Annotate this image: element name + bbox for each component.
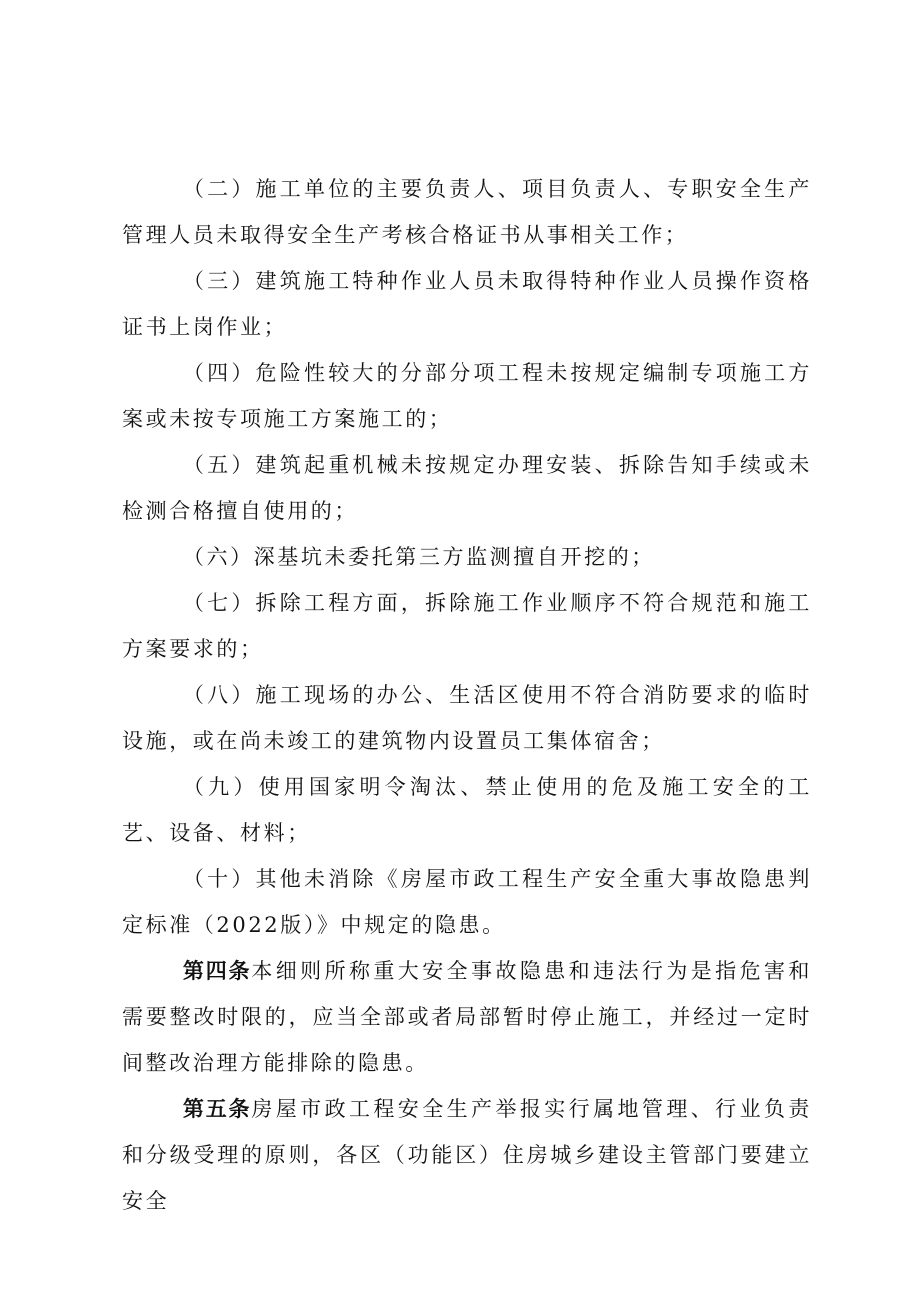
- list-item-4: （四）危险性较大的分部分项工程未按规定编制专项施工方案或未按专项施工方案施工的；: [122, 361, 812, 431]
- article-5-label: 第五条: [182, 1097, 252, 1121]
- list-item-8: （八）施工现场的办公、生活区使用不符合消防要求的临时设施，或在尚未竣工的建筑物内设置员工集体宿舍；: [122, 683, 812, 753]
- article-4-text: 本细则所称重大安全事故隐患和违法行为是指危害和需要整改时限的，应当全部或者局部暂时停止施工，并经过一定时间整改治理方能排除的隐患。: [122, 959, 812, 1075]
- list-item-7: （七）拆除工程方面，拆除施工作业顺序不符合规范和施工方案要求的；: [122, 591, 812, 661]
- article-4-label: 第四条: [182, 959, 252, 983]
- list-item-5: （五）建筑起重机械未按规定办理安装、拆除告知手续或未检测合格擅自使用的；: [122, 453, 812, 523]
- list-item-10: （十）其他未消除《房屋市政工程生产安全重大事故隐患判定标准（2022版）》中规定的隐患。: [122, 867, 812, 937]
- list-item-9: （九）使用国家明令淘汰、禁止使用的危及施工安全的工艺、设备、材料；: [122, 775, 812, 845]
- list-item-3: （三）建筑施工特种作业人员未取得特种作业人员操作资格证书上岗作业；: [122, 269, 812, 339]
- article-5-text: 房屋市政工程安全生产举报实行属地管理、行业负责和分级受理的原则，各区（功能区）住房城乡建设主管部门要建立安全: [122, 1097, 812, 1213]
- document-body: [122, 166, 812, 1224]
- article-4: [122, 948, 812, 1086]
- article-5: [122, 1086, 812, 1224]
- list-item-6: （六）深基坑未委托第三方监测擅自开挖的；: [182, 545, 655, 569]
- list-item-2: （二）施工单位的主要负责人、项目负责人、专职安全生产管理人员未取得安全生产考核合格证书从事相关工作；: [122, 177, 812, 247]
